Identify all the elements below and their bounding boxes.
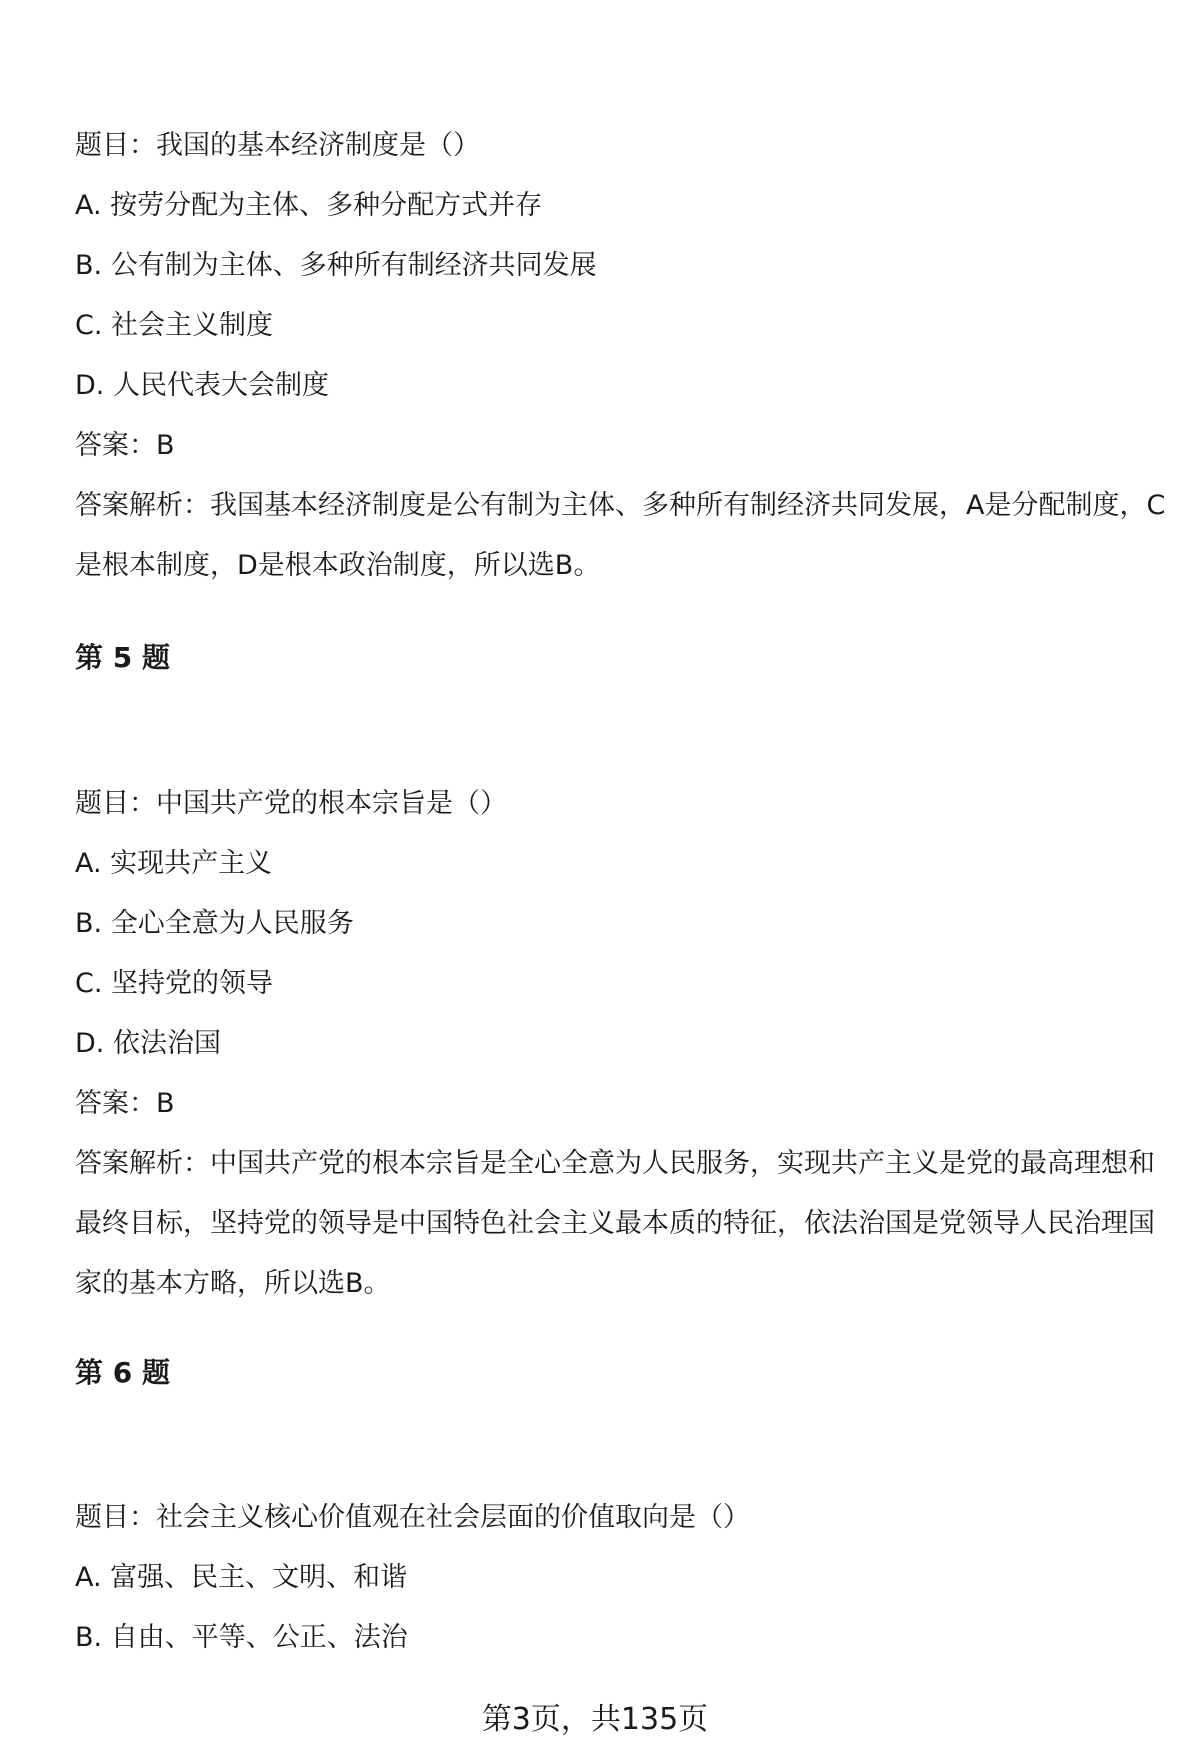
option-c: C. 社会主义制度: [75, 310, 274, 341]
option-d: D. 人民代表大会制度: [75, 370, 329, 401]
question-heading: 第 6 题: [75, 1356, 170, 1389]
answer-explanation: 答案解析：我国基本经济制度是公有制为主体、多种所有制经济共同发展，A是分配制度，C是根本制度，D是根本政治制度，所以选B。: [75, 490, 1166, 581]
question-heading: 第 5 题: [75, 641, 170, 674]
question-text: 题目：社会主义核心价值观在社会层面的价值取向是（）: [75, 1502, 750, 1533]
page-number: 第3页，共135页: [481, 1702, 709, 1737]
question-text: 题目：我国的基本经济制度是（）: [75, 130, 480, 161]
option-c: C. 坚持党的领导: [75, 968, 274, 999]
option-a: A. 实现共产主义: [75, 848, 273, 879]
option-a: A. 富强、民主、文明、和谐: [75, 1562, 408, 1593]
question-text: 题目：中国共产党的根本宗旨是（）: [75, 788, 507, 819]
answer: 答案：B: [75, 430, 175, 461]
option-b: B. 自由、平等、公正、法治: [75, 1622, 408, 1653]
answer-explanation: 答案解析：中国共产党的根本宗旨是全心全意为人民服务，实现共产主义是党的最高理想和最终目标，坚持党的领导是中国特色社会主义最本质的特征，依法治国是党领导人民治理国家的基本方略，所以选B。: [75, 1148, 1155, 1299]
option-b: B. 公有制为主体、多种所有制经济共同发展: [75, 250, 597, 281]
option-a: A. 按劳分配为主体、多种分配方式并存: [75, 190, 543, 221]
answer: 答案：B: [75, 1088, 175, 1119]
option-b: B. 全心全意为人民服务: [75, 908, 354, 939]
option-d: D. 依法治国: [75, 1028, 221, 1059]
